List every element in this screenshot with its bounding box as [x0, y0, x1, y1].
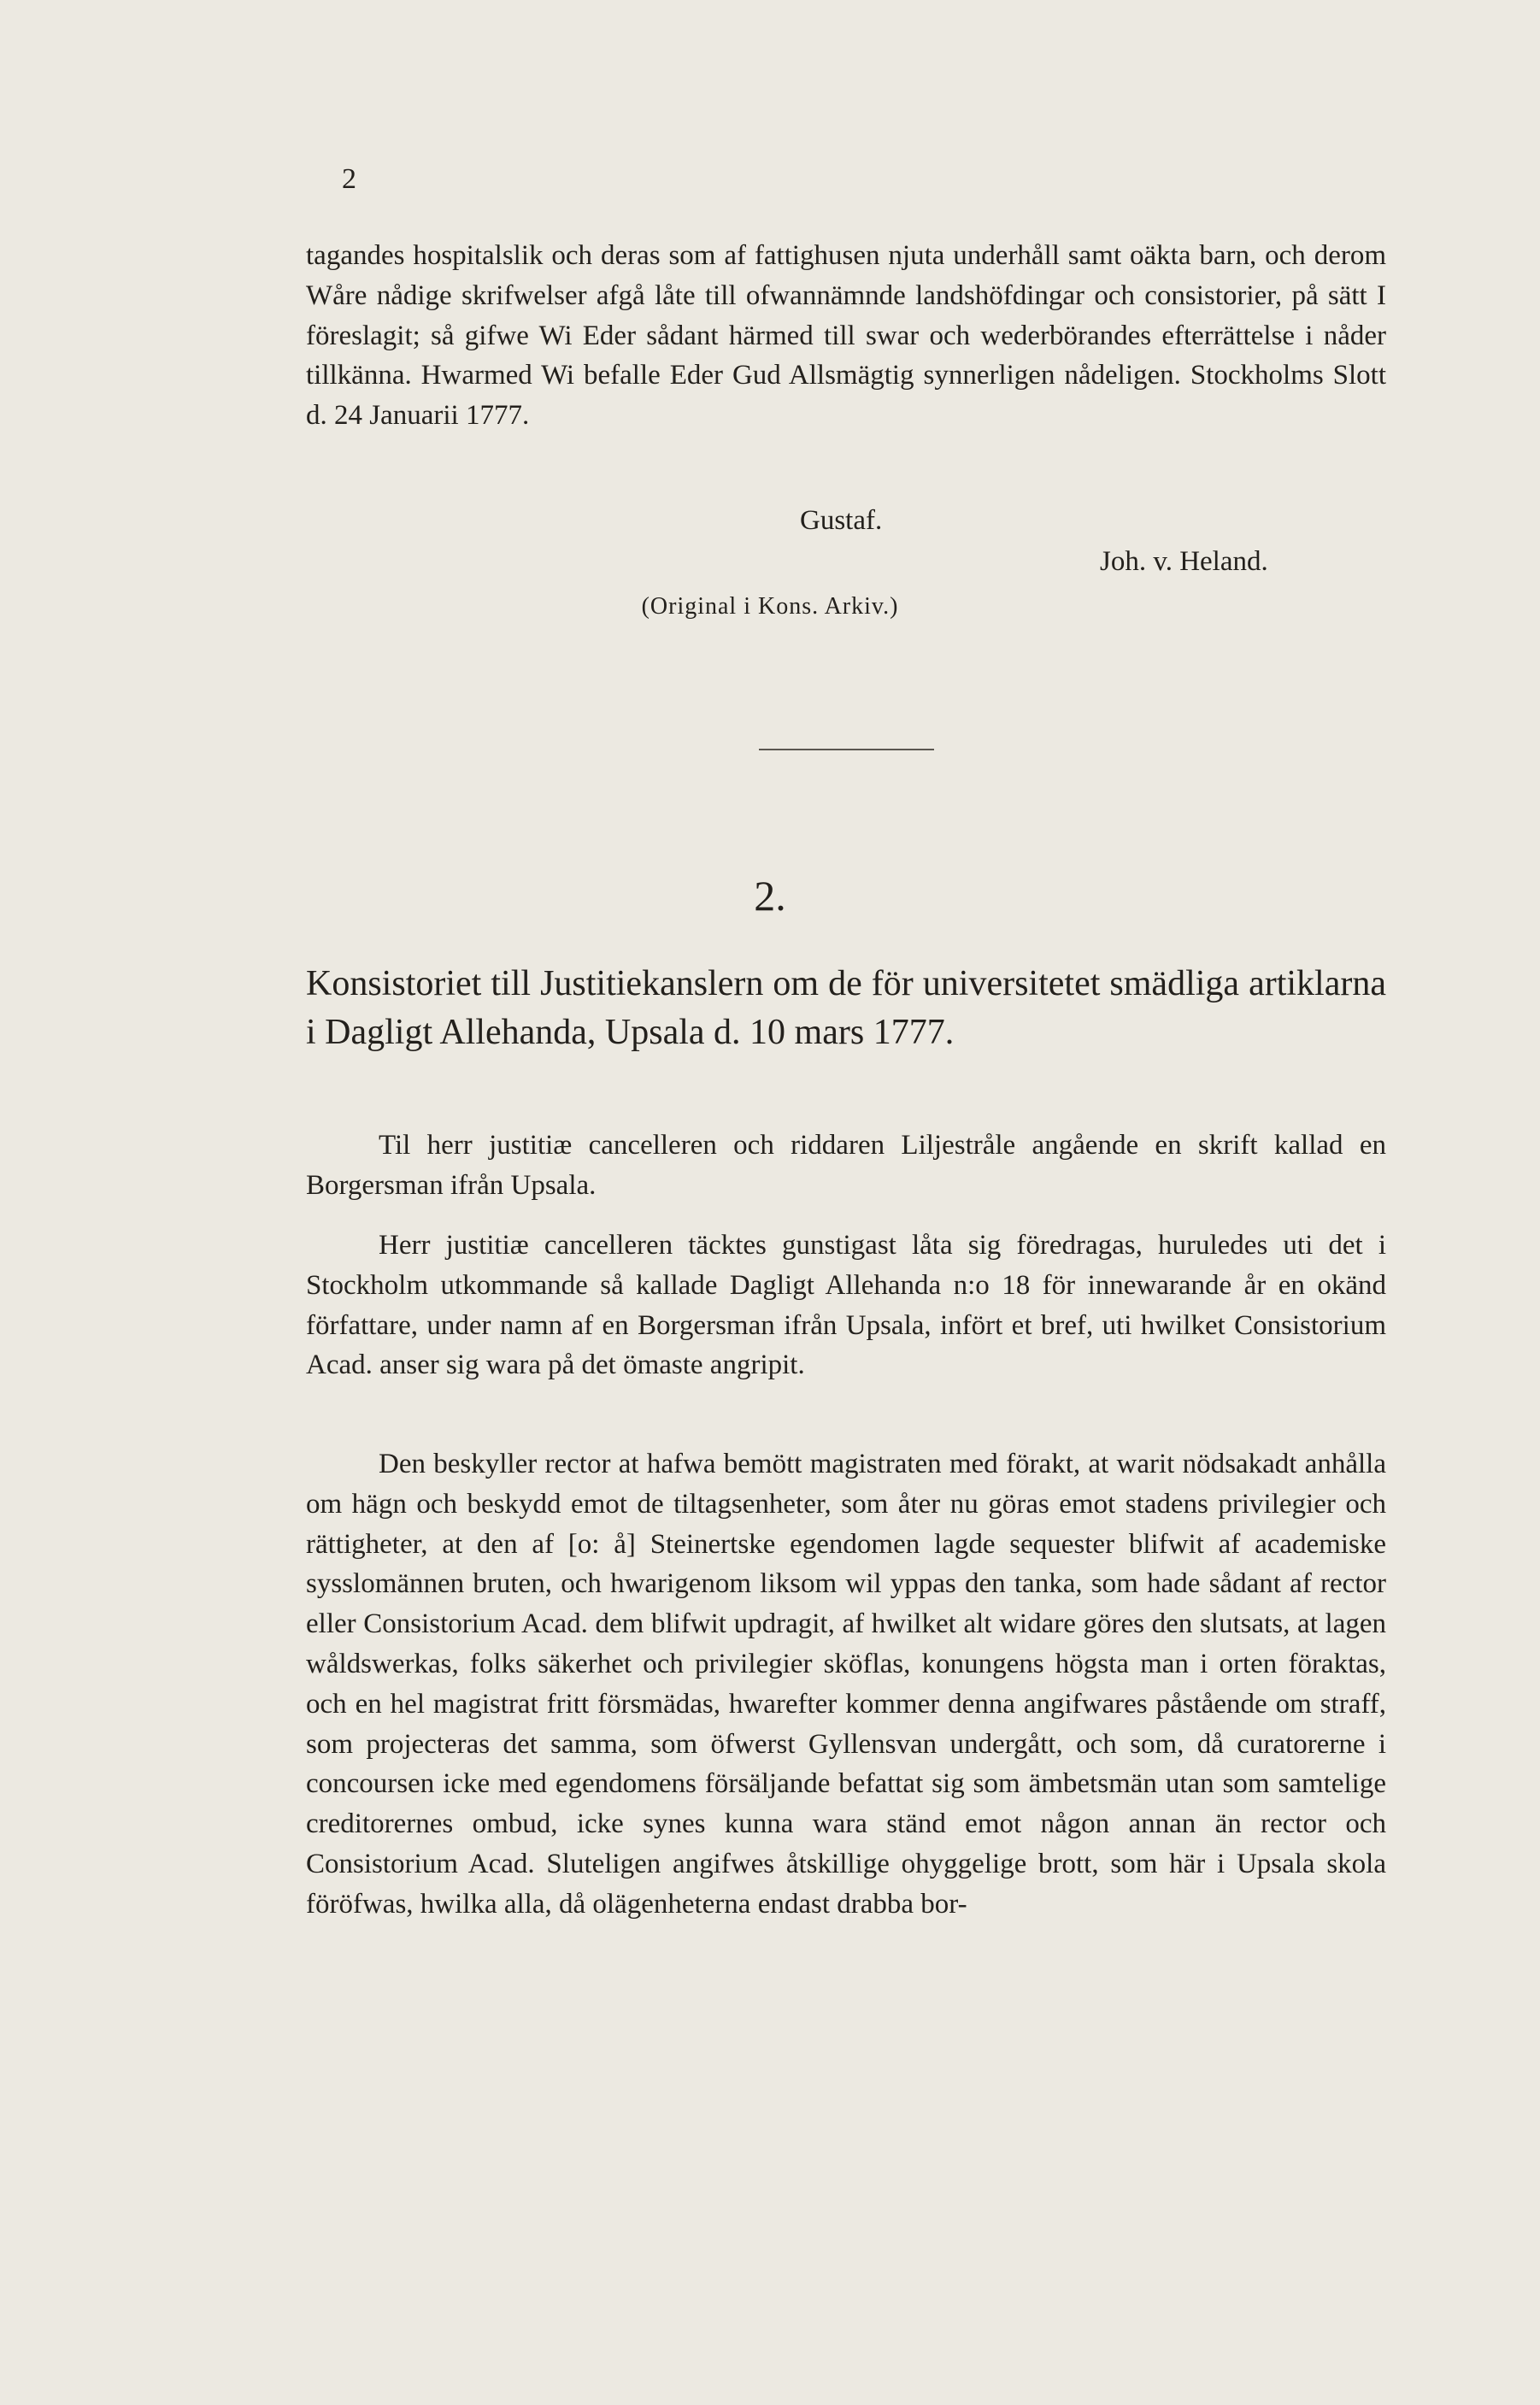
section-heading: Konsistoriet till Justitiekanslern om de för universitetet smädliga artiklarna i Dagligt Allehanda, Upsala d. 10 mars 1777. [306, 964, 1386, 1052]
signature-countersign: Joh. v. Heland. [1100, 546, 1268, 577]
letter-paragraph: tagandes hospitalslik och deras som af fattighusen njuta underhåll samt oäkta barn, och derom Wåre nådige skrifwelser afgå låte till ofwannämnde landshöfdingar och consistorier, på sätt I föreslagit; så gifwe Wi Eder sådant härmed till swar och wederbörandes efterrättelse i nåder tillkänna. Hwarmed Wi befalle Eder Gud Allsmägtig synnerligen nådeligen. Stockholms Slott d. 24 Januarii 1777. [306, 240, 1386, 432]
separator-rule [759, 749, 934, 750]
signature-king: Gustaf. [800, 505, 883, 536]
source-note: (Original i Kons. Arkiv.) [641, 593, 899, 620]
section-number: 2. [754, 872, 786, 920]
body-paragraph: Herr justitiæ cancelleren täcktes gunstigast låta sig föredragas, huruledes uti det i Stockholm utkommande så kallade Dagligt Allehanda n:o 18 för innewarande år en okänd författare, under namn af en Borgersman ifrån Upsala, infört et bref, uti hwilket Consistorium Acad. anser sig wara på det ömaste angripit. [306, 1230, 1386, 1381]
address-line: Til herr justitiæ cancelleren och riddaren Liljestråle angående en skrift kallad en Borgersman ifrån Upsala. [306, 1130, 1386, 1201]
body-paragraph: Den beskyller rector at hafwa bemött magistraten med förakt, at warit nödsakadt anhålla om hägn och beskydd emot de tiltagsenheter, som åter nu göras emot stadens privilegier och rättigheter, at den af [o: å] Steinertske egendomen lagde sequester blifwit af academiske sysslomännen bruten, och hwarigenom liksom wil yppas den tanka, som hade sådant af rector eller Consistorium Acad. dem blifwit updragit, af hwilket alt widare göres den slutsats, at lagen wåldswerkas, folks säkerhet och privilegier sköflas, konungens högsta man i orten föraktas, och en hel magistrat fritt försmädas, hwarefter kommer denna angifwares påstående om straff, som projecteras det samma, som öfwerst Gyllensvan undergått, och som, då curatorerne i concoursen icke med egendomens försäljande befattat sig som ämbetsmän utan som samtelige creditorernes ombud, icke synes kunna wara ständ emot någon annan än rector och Consistorium Acad. Sluteligen angifwes åtskillige ohyggelige brott, som här i Upsala skola föröfwas, hwilka alla, då olägenheterna endast drabba bor- [306, 1449, 1386, 1920]
page-number: 2 [342, 163, 356, 195]
